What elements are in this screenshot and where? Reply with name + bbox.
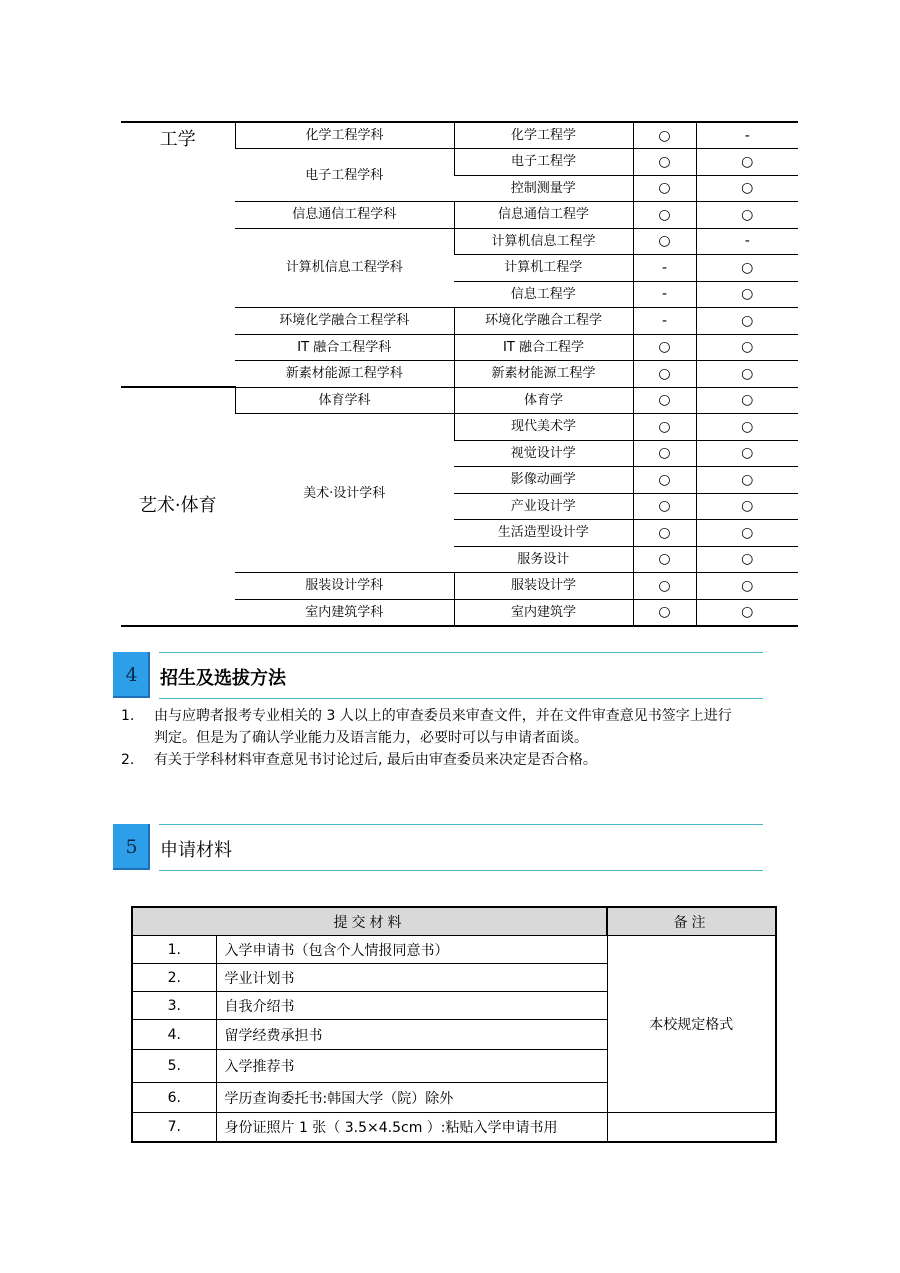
item-text: 身份证照片 1 张（ 3.5×4.5cm ）:粘贴入学申请书用: [216, 1113, 607, 1142]
mark-cell: ○: [633, 228, 696, 255]
mark-cell: ○: [696, 255, 798, 282]
mark-cell: ○: [633, 202, 696, 229]
dept-cell: 服装设计学科: [235, 573, 454, 600]
mark-cell: ○: [633, 546, 696, 573]
mark-cell: ○: [696, 599, 798, 626]
item-number: 7.: [132, 1113, 216, 1142]
major-cell: 服装设计学: [454, 573, 633, 600]
mark-cell: ○: [696, 361, 798, 388]
item-text: 自我介绍书: [216, 992, 607, 1020]
major-cell: 信息通信工程学: [454, 202, 633, 229]
mark-cell: ○: [633, 440, 696, 467]
major-cell: 产业设计学: [454, 493, 633, 520]
major-cell: 影像动画学: [454, 467, 633, 494]
major-cell: 体育学: [454, 387, 633, 414]
section-number-badge: 5: [113, 824, 150, 870]
materials-table: [131, 906, 777, 1143]
section-rule-bottom: [159, 870, 763, 871]
mark-cell: ○: [696, 308, 798, 335]
mark-cell: ○: [696, 493, 798, 520]
mark-cell: ○: [696, 387, 798, 414]
section-rule-top: [159, 652, 763, 653]
item-number: 1.: [132, 936, 216, 964]
item-number: 5.: [132, 1050, 216, 1083]
list-item-line: 判定。但是为了确认学业能力及语言能力，必要时可以与申请者面谈。: [154, 730, 588, 746]
college-cell: 工学: [121, 122, 235, 387]
mark-cell: ○: [633, 387, 696, 414]
dept-cell: 室内建筑学科: [235, 599, 454, 626]
mark-cell: ○: [633, 122, 696, 149]
mark-cell: ○: [633, 520, 696, 547]
mark-cell: ○: [696, 520, 798, 547]
table-header-row: [132, 907, 776, 936]
major-cell: 控制测量学: [454, 175, 633, 202]
list-item: [121, 749, 801, 771]
mark-cell: ○: [696, 440, 798, 467]
major-cell: 计算机信息工程学: [454, 228, 633, 255]
item-text: 留学经费承担书: [216, 1020, 607, 1050]
table-row: [121, 122, 798, 149]
note-cell-empty: [607, 1113, 776, 1142]
item-text: 入学推荐书: [216, 1050, 607, 1083]
item-number: 4.: [132, 1020, 216, 1050]
mark-cell: -: [696, 228, 798, 255]
item-text: 入学申请书（包含个人情报同意书）: [216, 936, 607, 964]
mark-cell: ○: [696, 467, 798, 494]
list-item-line: 由与应聘者报考专业相关的 3 人以上的审查委员来审查文件，并在文件审查意见书签字上进行: [154, 708, 732, 724]
major-cell: 信息工程学: [454, 281, 633, 308]
dept-cell: 新素材能源工程学科: [235, 361, 454, 388]
mark-cell: ○: [696, 175, 798, 202]
item-number: 6.: [132, 1083, 216, 1113]
item-text: 学业计划书: [216, 964, 607, 992]
section-number-badge: 4: [113, 652, 150, 698]
major-cell: 现代美术学: [454, 414, 633, 441]
mark-cell: ○: [696, 546, 798, 573]
college-cell: 艺术·体育: [121, 387, 235, 626]
table-row: [121, 387, 798, 414]
section-rule-bottom: [159, 698, 763, 699]
section-title: 招生及选拔方法: [160, 668, 286, 689]
mark-cell: -: [696, 122, 798, 149]
mark-cell: -: [633, 255, 696, 282]
major-cell: 环境化学融合工程学: [454, 308, 633, 335]
mark-cell: ○: [633, 149, 696, 176]
item-number: 2.: [132, 964, 216, 992]
header-material: 提交材料: [132, 907, 607, 936]
major-cell: 生活造型设计学: [454, 520, 633, 547]
major-cell: 电子工程学: [454, 149, 633, 176]
dept-cell: 美术·设计学科: [235, 414, 454, 573]
mark-cell: ○: [633, 361, 696, 388]
major-cell: 室内建筑学: [454, 599, 633, 626]
mark-cell: ○: [633, 414, 696, 441]
list-item-number: 2.: [121, 752, 135, 768]
list-item-line: 有关于学科材料审查意见书讨论过后, 最后由审查委员来决定是否合格。: [154, 752, 597, 768]
mark-cell: ○: [633, 334, 696, 361]
mark-cell: ○: [633, 493, 696, 520]
dept-cell: 信息通信工程学科: [235, 202, 454, 229]
mark-cell: ○: [696, 414, 798, 441]
mark-cell: ○: [696, 202, 798, 229]
mark-cell: -: [633, 308, 696, 335]
mark-cell: ○: [696, 281, 798, 308]
note-cell: 本校规定格式: [607, 936, 776, 1113]
section-4-header: [113, 652, 763, 700]
section-title: 申请材料: [160, 840, 232, 861]
list-item: [121, 705, 801, 749]
list-item-number: 1.: [121, 708, 135, 724]
major-cell: 视觉设计学: [454, 440, 633, 467]
mark-cell: -: [633, 281, 696, 308]
major-cell: IT 融合工程学: [454, 334, 633, 361]
item-text: 学历查询委托书:韩国大学（院）除外: [216, 1083, 607, 1113]
dept-cell: 体育学科: [235, 387, 454, 414]
mark-cell: ○: [633, 599, 696, 626]
mark-cell: ○: [633, 573, 696, 600]
selection-method-list: [121, 705, 801, 771]
major-table: [121, 121, 798, 627]
major-cell: 服务设计: [454, 546, 633, 573]
section-5-header: [113, 824, 763, 872]
dept-cell: 电子工程学科: [235, 149, 454, 202]
major-cell: 新素材能源工程学: [454, 361, 633, 388]
mark-cell: ○: [696, 334, 798, 361]
dept-cell: 化学工程学科: [235, 122, 454, 149]
mark-cell: ○: [696, 573, 798, 600]
dept-cell: IT 融合工程学科: [235, 334, 454, 361]
item-number: 3.: [132, 992, 216, 1020]
section-rule-top: [159, 824, 763, 825]
major-cell: 计算机工程学: [454, 255, 633, 282]
mark-cell: ○: [633, 467, 696, 494]
header-note: 备注: [607, 907, 776, 936]
major-cell: 化学工程学: [454, 122, 633, 149]
dept-cell: 环境化学融合工程学科: [235, 308, 454, 335]
dept-cell: 计算机信息工程学科: [235, 228, 454, 308]
table-row: [132, 936, 776, 964]
mark-cell: ○: [696, 149, 798, 176]
table-row: [132, 1113, 776, 1142]
mark-cell: ○: [633, 175, 696, 202]
